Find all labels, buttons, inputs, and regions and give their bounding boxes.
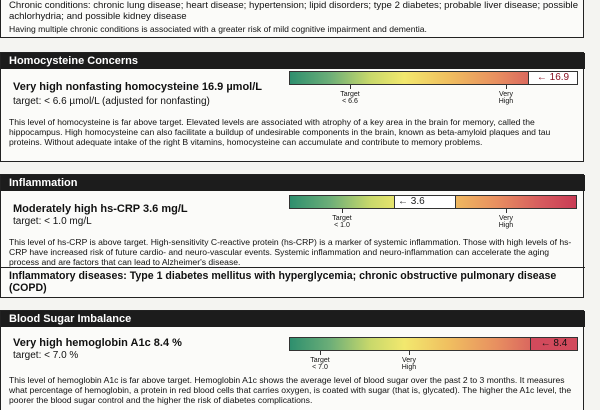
inflammation-diseases-divider bbox=[1, 267, 585, 268]
inflammation-measure: Moderately high hs-CRP 3.6 mg/L bbox=[13, 203, 188, 215]
blood-sugar-tick-high: Very bbox=[401, 357, 416, 364]
blood-sugar-high-tick bbox=[409, 351, 410, 355]
blood-sugar-gauge bbox=[289, 337, 577, 351]
blood-sugar-target: target: < 7.0 % bbox=[13, 350, 79, 361]
chronic-conditions-note: Having multiple chronic conditions is associated with a greater risk of mild cognitive impairment and dementia. bbox=[9, 24, 427, 34]
blood-sugar-tick-high-2: High bbox=[401, 364, 417, 371]
blood-sugar-marker: ← 8.4 bbox=[530, 337, 578, 351]
blood-sugar-measure: Very high hemoglobin A1c 8.4 % bbox=[13, 337, 182, 349]
homocysteine-section bbox=[0, 52, 584, 162]
inflammation-body: This level of hs-CRP is above target. High-sensitivity C-reactive protein (hs-CRP) is a marker of systemic inflammation. Those with high levels of hs-CRP have increased risk of future cardio- and neuro-vascular events. Systemic inflammation and neuro-inflammation can accelerate the aging process and are factors that can lead to Alzheimer's disease. bbox=[9, 237, 572, 267]
homocysteine-marker: ← 16.9 bbox=[528, 71, 578, 85]
inflammation-marker: ← 3.6 bbox=[394, 195, 456, 209]
blood-sugar-tick-target-value: < 7.0 bbox=[312, 364, 328, 371]
homocysteine-high-tick bbox=[506, 85, 507, 89]
chronic-conditions-box bbox=[0, 0, 584, 38]
inflammation-header: Inflammation bbox=[1, 175, 585, 191]
inflammation-tick-target: Target bbox=[332, 215, 352, 222]
homocysteine-gauge bbox=[289, 71, 577, 85]
homocysteine-body: This level of homocysteine is far above target. Elevated levels are associated with atrophy of a key area in the brain for memory, called the hippocampus. High homocysteine can also facilitate a buildup of undesirable components in the brain, known as beta-amyloid plaques and tau proteins. Without adequate intake of the right B vitamins, homocysteine can accumulate and contribute to memory problems. bbox=[9, 117, 551, 147]
blood-sugar-header: Blood Sugar Imbalance bbox=[1, 311, 585, 327]
inflammation-tick-target-value: < 1.0 bbox=[334, 222, 350, 229]
inflammation-diseases: Inflammatory diseases: Type 1 diabetes mellitus with hyperglycemia; chronic obstructive pulmonary disease (COPD) bbox=[9, 270, 557, 294]
homocysteine-tick-high: Very bbox=[498, 91, 513, 98]
blood-sugar-tick-target: Target bbox=[310, 357, 330, 364]
inflammation-section bbox=[0, 174, 584, 298]
inflammation-tick-high: Very bbox=[498, 215, 513, 222]
inflammation-high-tick bbox=[506, 209, 507, 213]
blood-sugar-body: This level of hemoglobin A1c is far above target. Hemoglobin A1c shows the average level of blood sugar over the past 2 to 3 months. It measures what percentage of hemoglobin, a protein in red blood cells that carries oxygen, is coated with sugar (that is, glycated). The higher the A1c level, the poorer the blood sugar control and the higher the risk of diabetes complications. bbox=[9, 375, 572, 405]
homocysteine-tick-target-value: < 6.6 bbox=[342, 98, 358, 105]
inflammation-target-tick bbox=[342, 209, 343, 213]
homocysteine-target: target: < 6.6 µmol/L (adjusted for nonfasting) bbox=[13, 96, 210, 107]
homocysteine-target-tick bbox=[350, 85, 351, 89]
inflammation-tick-high-2: High bbox=[498, 222, 514, 229]
inflammation-target: target: < 1.0 mg/L bbox=[13, 216, 92, 227]
chronic-conditions-text: Chronic conditions: chronic lung disease; heart disease; hypertension; lipid disorders; type 2 diabetes; probable liver disease; possible achlorhydria; and possible kidney disease bbox=[9, 0, 579, 22]
blood-sugar-target-tick bbox=[320, 351, 321, 355]
inflammation-gauge bbox=[289, 195, 577, 209]
homocysteine-tick-target: Target bbox=[340, 91, 360, 98]
homocysteine-header: Homocysteine Concerns bbox=[1, 53, 585, 69]
blood-sugar-section bbox=[0, 310, 584, 410]
homocysteine-measure: Very high nonfasting homocysteine 16.9 µmol/L bbox=[13, 81, 262, 93]
homocysteine-tick-high-2: High bbox=[498, 98, 514, 105]
